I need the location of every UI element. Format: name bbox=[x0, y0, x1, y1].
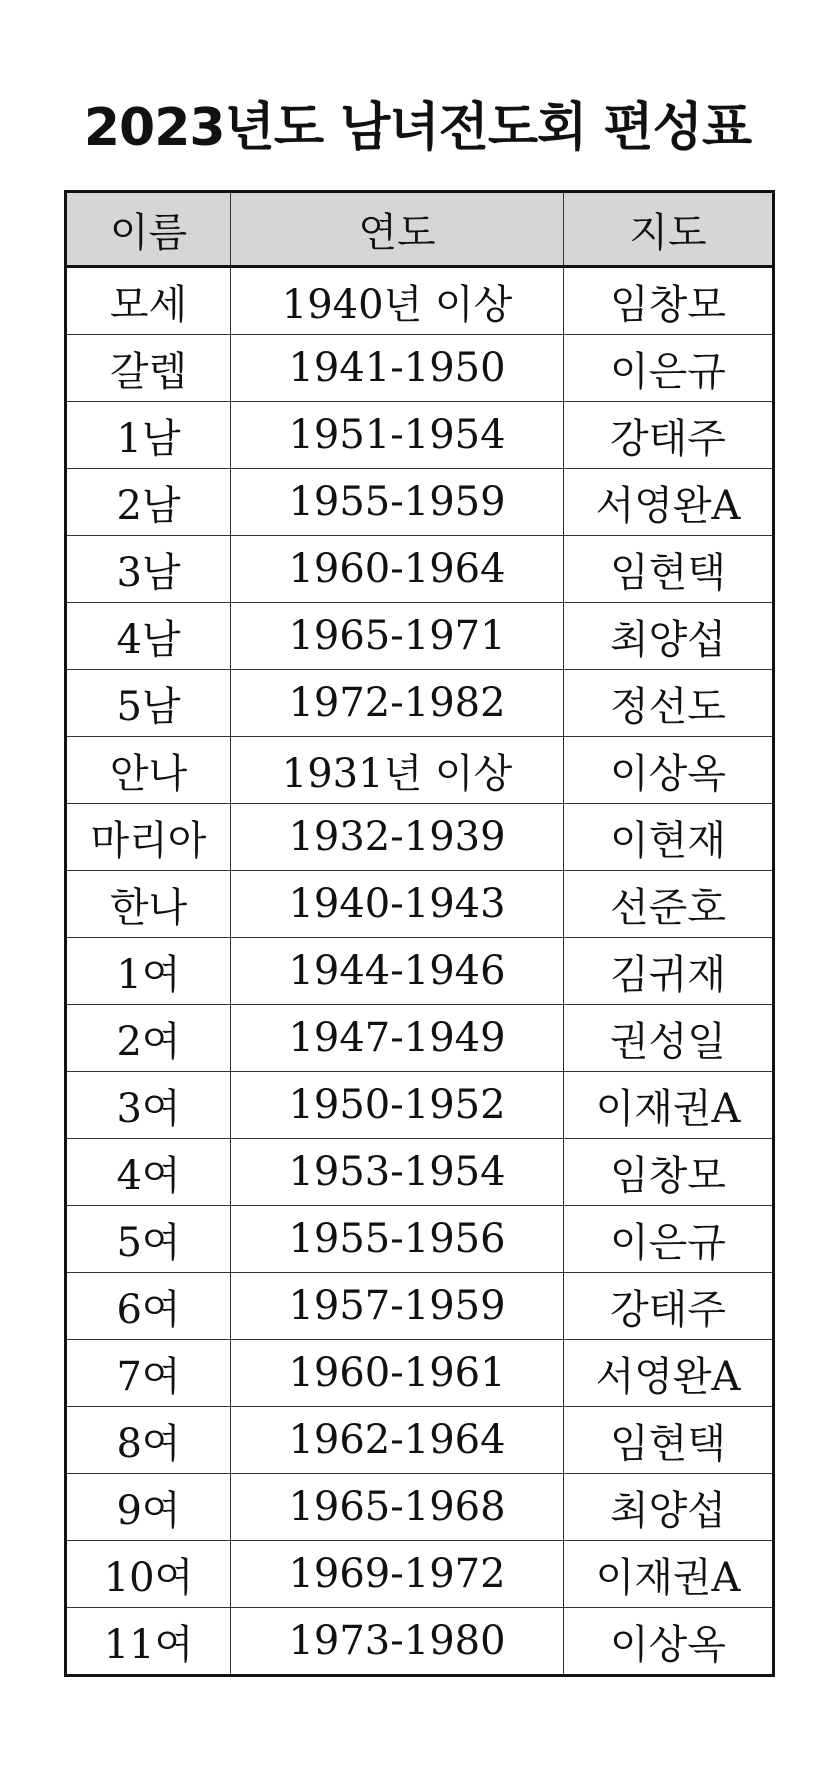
cell-leader: 최양섭 bbox=[564, 603, 774, 670]
page-title: 2023년도 남녀전도회 편성표 bbox=[83, 98, 752, 158]
cell-leader: 서영완A bbox=[564, 1340, 774, 1407]
cell-group-name: 3여 bbox=[66, 1072, 231, 1139]
cell-birth-years: 1972-1982 bbox=[231, 670, 564, 737]
cell-birth-years: 1965-1968 bbox=[231, 1474, 564, 1541]
cell-leader: 정선도 bbox=[564, 670, 774, 737]
table-row bbox=[66, 871, 774, 938]
cell-group-name: 7여 bbox=[66, 1340, 231, 1407]
cell-group-name: 안나 bbox=[66, 737, 231, 804]
cell-birth-years: 1960-1964 bbox=[231, 536, 564, 603]
cell-birth-years: 1969-1972 bbox=[231, 1541, 564, 1608]
cell-birth-years: 1940-1943 bbox=[231, 871, 564, 938]
table-header bbox=[66, 192, 774, 267]
cell-leader: 강태주 bbox=[564, 1273, 774, 1340]
table-row bbox=[66, 335, 774, 402]
cell-leader: 이현재 bbox=[564, 804, 774, 871]
cell-birth-years: 1955-1956 bbox=[231, 1206, 564, 1273]
cell-group-name: 5여 bbox=[66, 1206, 231, 1273]
cell-group-name: 4남 bbox=[66, 603, 231, 670]
table-row bbox=[66, 670, 774, 737]
cell-birth-years: 1955-1959 bbox=[231, 469, 564, 536]
cell-leader: 이상옥 bbox=[564, 737, 774, 804]
header-name: 이름 bbox=[66, 192, 231, 267]
cell-group-name: 2여 bbox=[66, 1005, 231, 1072]
table-body bbox=[66, 267, 774, 1676]
cell-leader: 임현택 bbox=[564, 1407, 774, 1474]
cell-leader: 이은규 bbox=[564, 335, 774, 402]
cell-leader: 임창모 bbox=[564, 267, 774, 335]
cell-group-name: 한나 bbox=[66, 871, 231, 938]
cell-birth-years: 1953-1954 bbox=[231, 1139, 564, 1206]
table-row bbox=[66, 938, 774, 1005]
cell-leader: 강태주 bbox=[564, 402, 774, 469]
table-row bbox=[66, 402, 774, 469]
cell-leader: 서영완A bbox=[564, 469, 774, 536]
cell-birth-years: 1957-1959 bbox=[231, 1273, 564, 1340]
cell-leader: 김귀재 bbox=[564, 938, 774, 1005]
table-row bbox=[66, 536, 774, 603]
cell-group-name: 8여 bbox=[66, 1407, 231, 1474]
table-row bbox=[66, 1273, 774, 1340]
cell-birth-years: 1931년 이상 bbox=[231, 737, 564, 804]
table-row bbox=[66, 737, 774, 804]
cell-group-name: 4여 bbox=[66, 1139, 231, 1206]
cell-birth-years: 1941-1950 bbox=[231, 335, 564, 402]
cell-birth-years: 1944-1946 bbox=[231, 938, 564, 1005]
cell-leader: 이재권A bbox=[564, 1541, 774, 1608]
table-row bbox=[66, 1474, 774, 1541]
cell-leader: 최양섭 bbox=[564, 1474, 774, 1541]
cell-leader: 이재권A bbox=[564, 1072, 774, 1139]
cell-group-name: 3남 bbox=[66, 536, 231, 603]
table-row bbox=[66, 469, 774, 536]
cell-birth-years: 1951-1954 bbox=[231, 402, 564, 469]
cell-group-name: 5남 bbox=[66, 670, 231, 737]
cell-group-name: 1남 bbox=[66, 402, 231, 469]
table-row bbox=[66, 1139, 774, 1206]
cell-group-name: 2남 bbox=[66, 469, 231, 536]
cell-group-name: 마리아 bbox=[66, 804, 231, 871]
table-row bbox=[66, 603, 774, 670]
cell-birth-years: 1973-1980 bbox=[231, 1608, 564, 1676]
header-leader: 지도 bbox=[564, 192, 774, 267]
cell-group-name: 갈렙 bbox=[66, 335, 231, 402]
cell-birth-years: 1962-1964 bbox=[231, 1407, 564, 1474]
cell-birth-years: 1932-1939 bbox=[231, 804, 564, 871]
cell-group-name: 1여 bbox=[66, 938, 231, 1005]
cell-leader: 이은규 bbox=[564, 1206, 774, 1273]
cell-birth-years: 1950-1952 bbox=[231, 1072, 564, 1139]
table-row bbox=[66, 1005, 774, 1072]
table-row bbox=[66, 267, 774, 335]
table-row bbox=[66, 1072, 774, 1139]
cell-birth-years: 1960-1961 bbox=[231, 1340, 564, 1407]
cell-birth-years: 1947-1949 bbox=[231, 1005, 564, 1072]
cell-leader: 이상옥 bbox=[564, 1608, 774, 1676]
cell-group-name: 모세 bbox=[66, 267, 231, 335]
cell-group-name: 10여 bbox=[66, 1541, 231, 1608]
table-row bbox=[66, 1407, 774, 1474]
table-row bbox=[66, 804, 774, 871]
roster-table bbox=[64, 190, 775, 1677]
cell-birth-years: 1965-1971 bbox=[231, 603, 564, 670]
table-row bbox=[66, 1608, 774, 1676]
cell-birth-years: 1940년 이상 bbox=[231, 267, 564, 335]
cell-leader: 권성일 bbox=[564, 1005, 774, 1072]
cell-group-name: 11여 bbox=[66, 1608, 231, 1676]
cell-leader: 임현택 bbox=[564, 536, 774, 603]
header-row bbox=[66, 192, 774, 267]
header-year: 연도 bbox=[231, 192, 564, 267]
cell-leader: 임창모 bbox=[564, 1139, 774, 1206]
table-row bbox=[66, 1340, 774, 1407]
table-row bbox=[66, 1541, 774, 1608]
table-row bbox=[66, 1206, 774, 1273]
cell-group-name: 6여 bbox=[66, 1273, 231, 1340]
cell-leader: 선준호 bbox=[564, 871, 774, 938]
cell-group-name: 9여 bbox=[66, 1474, 231, 1541]
